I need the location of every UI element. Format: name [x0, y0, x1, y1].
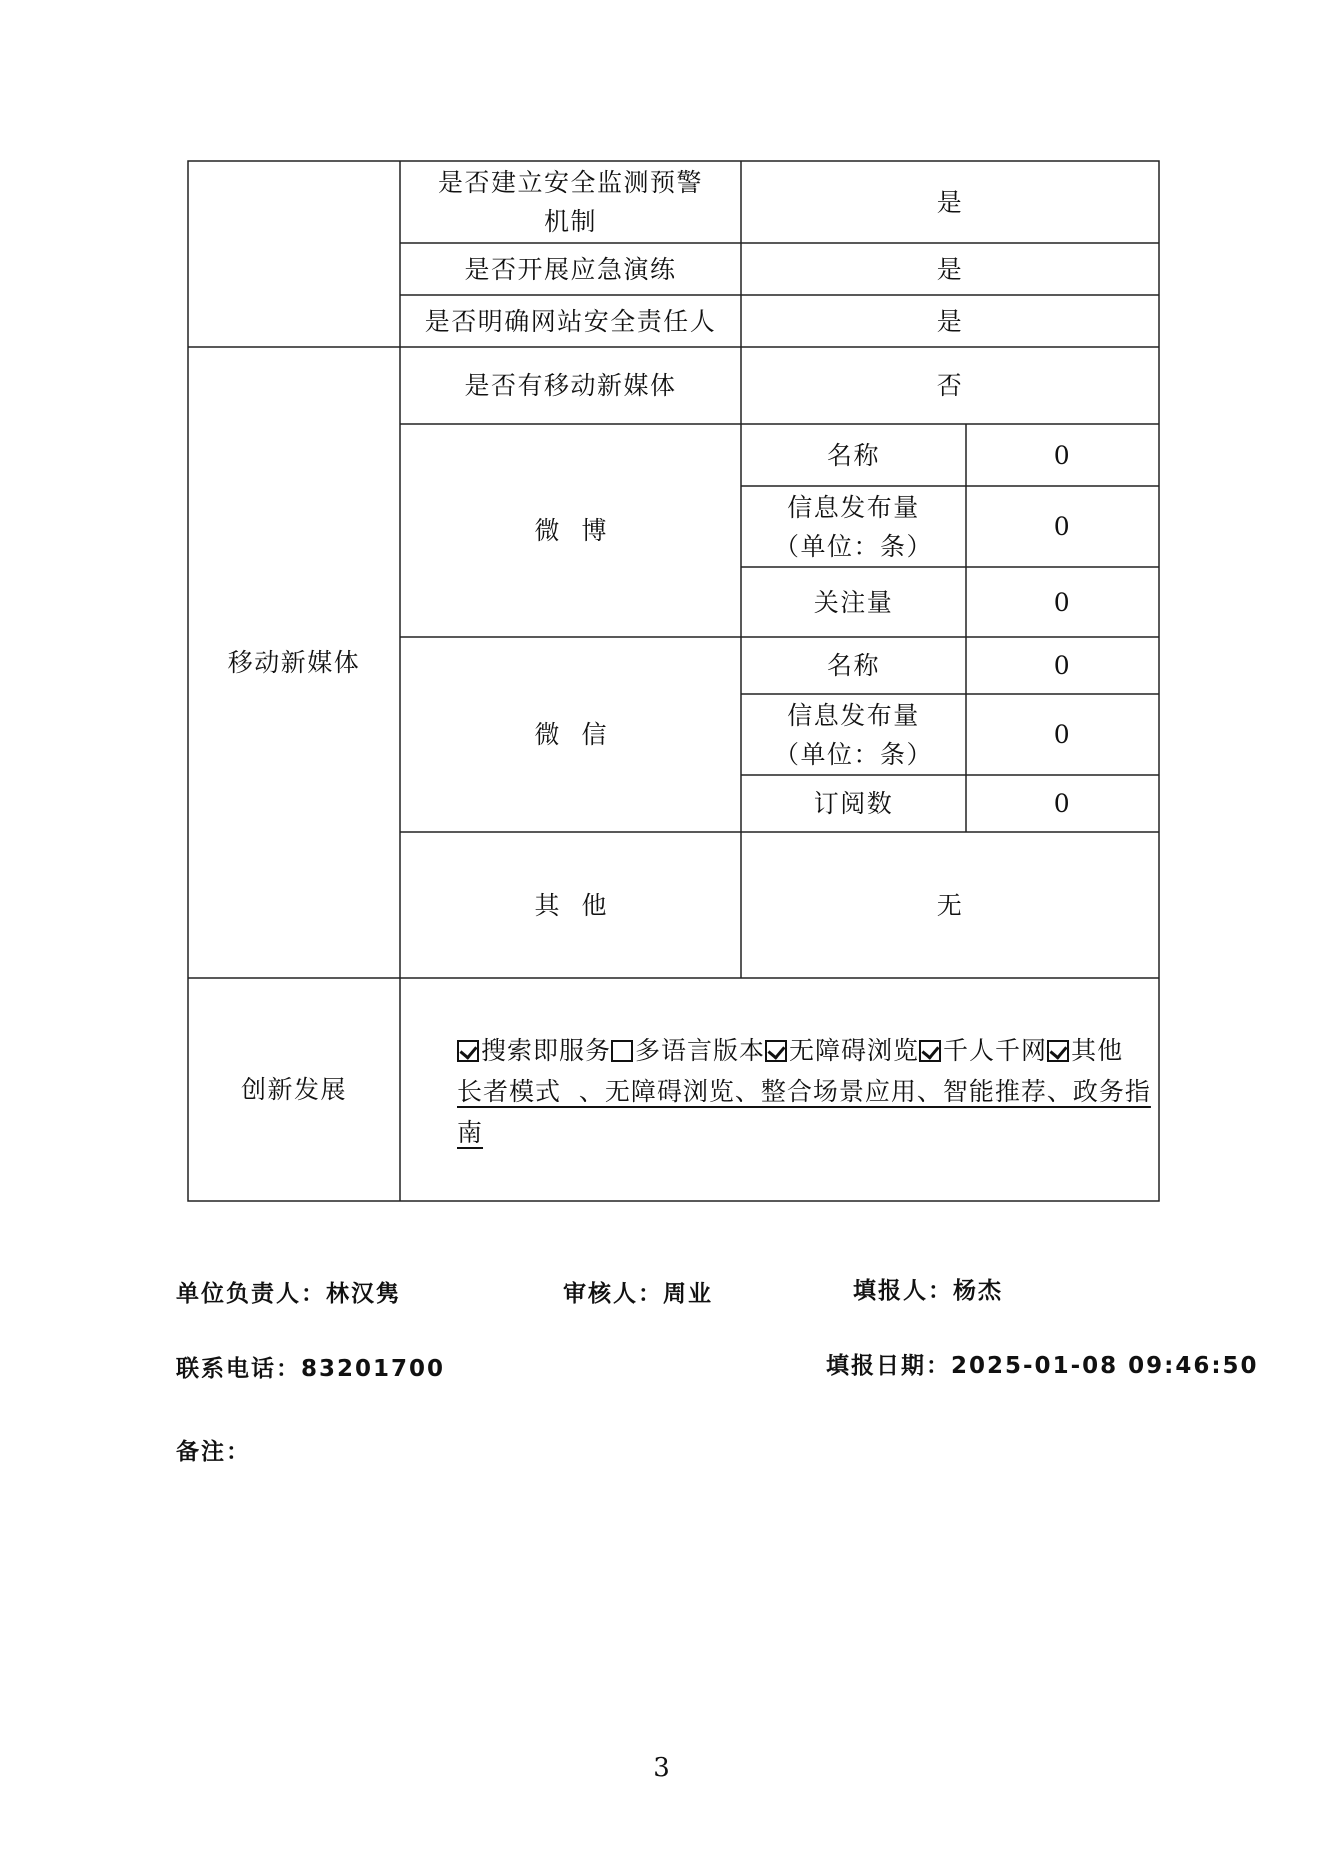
weibo-label: 微博 [534, 516, 629, 545]
other-value: 无 [936, 890, 964, 920]
weibo-item-value: 0 [1053, 440, 1072, 470]
innovation-label: 创新发展 [240, 1075, 347, 1104]
wechat-label: 微信 [534, 720, 629, 749]
checked-checkbox-icon [919, 1040, 941, 1062]
wechat-item-value: 0 [1053, 651, 1072, 680]
contact-phone: 联系电话：83201700 [176, 1356, 446, 1382]
weibo-item-label: 关注量 [813, 587, 894, 617]
wechat-item-label: 名称 [826, 651, 880, 680]
option-multi-language: 多语言版本 [611, 1036, 765, 1065]
security-row-label: 是否明确网站安全责任人 [424, 306, 717, 336]
innovation-other-text: 长者模式 、无障碍浏览、整合场景应用、智能推荐、政务指南 [457, 1077, 1151, 1147]
mobile-section-label: 移动新媒体 [227, 648, 361, 677]
checked-checkbox-icon [457, 1040, 479, 1062]
option-search-service: 搜索即服务 [457, 1036, 611, 1065]
has-mobile-label: 是否有移动新媒体 [464, 371, 677, 400]
security-row-label: 是否开展应急演练 [464, 254, 677, 284]
weibo-item-value: 0 [1053, 512, 1072, 541]
security-row-value: 是 [936, 187, 964, 217]
checked-checkbox-icon [765, 1040, 787, 1062]
security-row-value: 是 [936, 254, 964, 284]
security-row-value: 是 [936, 306, 964, 336]
page-number: 3 [653, 1753, 670, 1783]
unit-head: 单位负责人：林汉隽 [176, 1281, 401, 1307]
wechat-item-value: 0 [1053, 720, 1072, 749]
weibo-item-value: 0 [1053, 587, 1072, 617]
other-label: 其他 [534, 890, 629, 920]
remark: 备注： [176, 1439, 251, 1465]
innovation-content [457, 1030, 1157, 1153]
weibo-item-label: 信息发布量 （单位：条） [773, 492, 933, 561]
reviewer: 审核人：周业 [563, 1281, 713, 1307]
fill-date: 填报日期：2025-01-08 09:46:50 [826, 1353, 1259, 1379]
wechat-item-label: 订阅数 [813, 789, 894, 818]
option-other: 其他 [1047, 1036, 1123, 1065]
weibo-item-label: 名称 [826, 440, 880, 470]
option-accessible-browsing: 无障碍浏览 [765, 1036, 919, 1065]
security-row-label: 是否建立安全监测预警 机制 [437, 168, 703, 236]
has-mobile-value: 否 [936, 371, 964, 400]
wechat-item-label: 信息发布量 （单位：条） [773, 700, 933, 769]
option-personalized: 千人千网 [919, 1036, 1047, 1065]
filler: 填报人：杨杰 [853, 1278, 1003, 1304]
unchecked-checkbox-icon [611, 1040, 633, 1062]
wechat-item-value: 0 [1053, 789, 1072, 818]
checked-checkbox-icon [1047, 1040, 1069, 1062]
